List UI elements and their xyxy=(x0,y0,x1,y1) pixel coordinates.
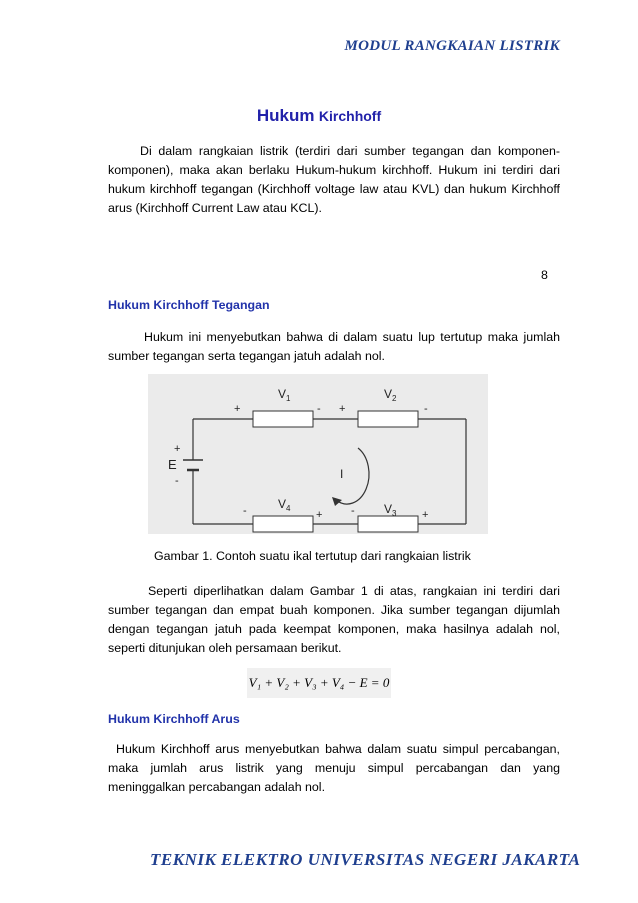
v2-plus: + xyxy=(339,403,346,415)
title-part2: Kirchhoff xyxy=(318,108,382,124)
v4-plus: + xyxy=(316,509,323,521)
kcl-paragraph: Hukum Kirchhoff arus menyebutkan bahwa dalam suatu simpul percabangan, maka jumlah arus listrik yang menuju simpul percabangan dan yang meninggalkan percabangan adalah nol. xyxy=(108,742,560,794)
arrow-head-icon xyxy=(332,497,342,506)
kvl-paragraph: Hukum ini menyebutkan bahwa di dalam suatu lup tertutup maka jumlah sumber tegangan serta tegangan jatuh adalah nol. xyxy=(108,330,560,363)
v3-plus: + xyxy=(422,509,429,521)
title-part1: Hukum xyxy=(256,106,315,125)
v1-plus: + xyxy=(234,403,241,415)
kvl-equation: V₁ + V₂ + V₃ + V₄ − E = 0 xyxy=(247,668,391,698)
v2-minus: - xyxy=(424,403,428,415)
page-number: 8 xyxy=(541,268,548,282)
resistor-v3 xyxy=(358,516,418,532)
label-v2: $V_2$ xyxy=(384,387,397,403)
figure-caption: Gambar 1. Contoh suatu ikal tertutup dari rangkaian listrik xyxy=(154,549,471,563)
resistor-v1 xyxy=(253,411,313,427)
intro-paragraph: Di dalam rangkaian listrik (terdiri dari sumber tegangan dan komponen-komponen), maka akan berlaku Hukum-hukum kirchhoff. Hukum ini terdiri dari hukum kirchhoff tegangan (Kirchhoff voltage law atau KVL) dan hukum Kirchhoff arus (Kirchhoff Current Law atau KCL). xyxy=(108,144,560,215)
kvl-heading: Hukum Kirchhoff Tegangan xyxy=(108,298,270,312)
label-v1: $V_1$ xyxy=(278,387,291,403)
label-e: E xyxy=(168,457,177,472)
v3-minus: - xyxy=(351,505,355,517)
kcl-heading: Hukum Kirchhoff Arus xyxy=(108,712,240,726)
label-v3: $V_3$ xyxy=(384,502,397,518)
resistor-v4 xyxy=(253,516,313,532)
e-minus: - xyxy=(175,475,179,487)
kvl-explanation: Seperti diperlihatkan dalam Gambar 1 di atas, rangkaian ini terdiri dari sumber tegangan dan empat buah komponen. Jika sumber tegangan dijumlah dengan tegangan jatuh pada keempat komponen, maka hasilnya adalah nol, seperti ditunjukan oleh persamaan berikut. xyxy=(108,584,560,655)
footer-text: TEKNIK ELEKTRO UNIVERSITAS NEGERI JAKARTA xyxy=(150,850,581,869)
header-title: MODUL RANGKAIAN LISTRIK xyxy=(344,38,560,54)
circuit-diagram xyxy=(148,374,488,534)
label-v4: $V_4$ xyxy=(278,497,291,513)
e-plus: + xyxy=(174,443,181,455)
label-current: I xyxy=(340,467,344,481)
circuit-figure xyxy=(148,374,488,534)
v1-minus: - xyxy=(317,403,321,415)
v4-minus: - xyxy=(243,505,247,517)
page-title xyxy=(0,106,638,126)
resistor-v2 xyxy=(358,411,418,427)
